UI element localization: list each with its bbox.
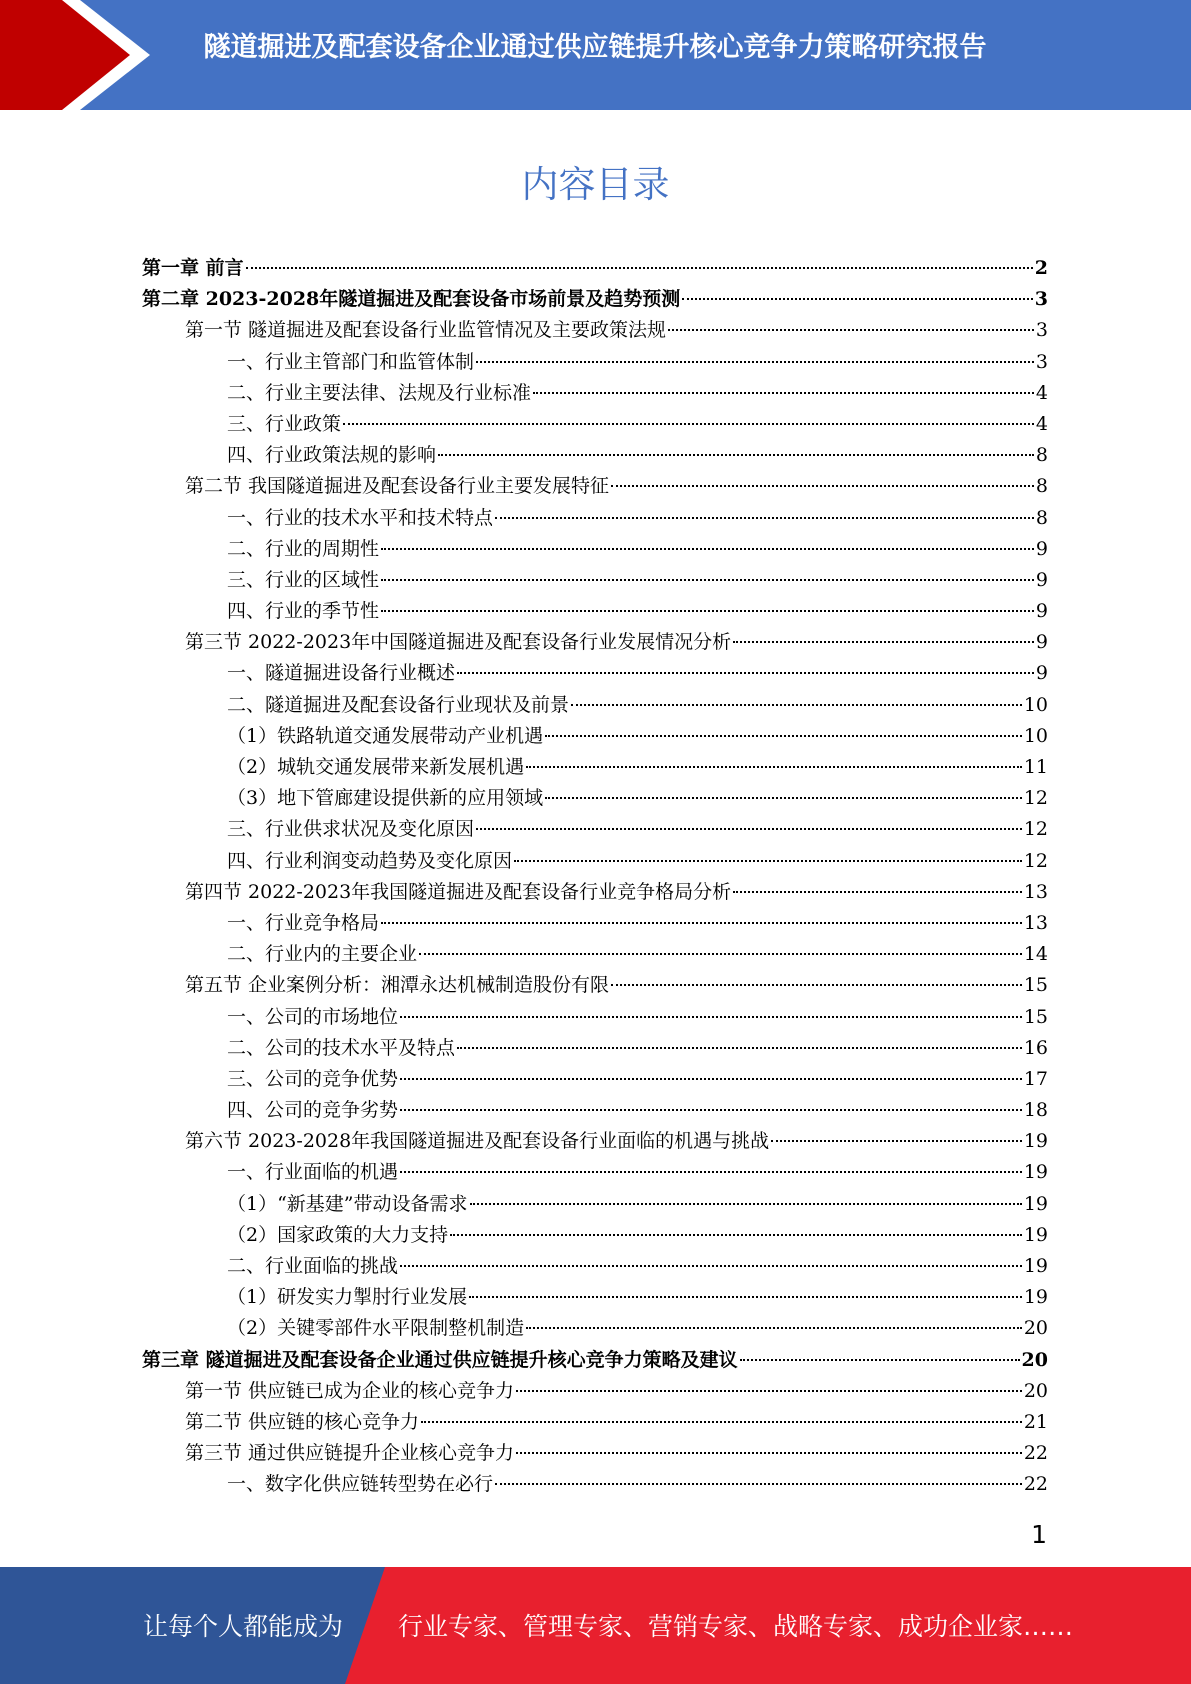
toc-entry-label: 一、行业主管部门和监管体制: [227, 350, 475, 373]
toc-dot-leader: [495, 1483, 1022, 1485]
toc-entry-page: 19: [1023, 1161, 1048, 1184]
toc-entry-page: 9: [1035, 662, 1048, 685]
toc-entry-label: （2）国家政策的大力支持: [227, 1223, 449, 1246]
toc-entry-page: 8: [1035, 506, 1048, 529]
toc-entry-label: 三、行业的区域性: [227, 568, 380, 591]
toc-dot-leader: [476, 828, 1022, 830]
toc-entry[interactable]: [142, 1345, 1048, 1376]
toc-dot-leader: [668, 329, 1034, 331]
report-title: 隧道掘进及配套设备企业通过供应链提升核心竞争力策略研究报告: [203, 32, 987, 63]
toc-entry-page: 9: [1035, 568, 1048, 591]
page-number: 1: [1031, 1520, 1047, 1549]
page-footer: [0, 1567, 1191, 1684]
toc-entry[interactable]: [142, 846, 1048, 877]
toc-entry[interactable]: [142, 565, 1048, 596]
toc-entry-label: 二、行业主要法律、法规及行业标准: [227, 381, 532, 404]
toc-entry-label: （1）铁路轨道交通发展带动产业机遇: [227, 724, 544, 747]
toc-entry-page: 19: [1023, 1192, 1048, 1215]
toc-entry-page: 10: [1023, 724, 1048, 747]
toc-entry[interactable]: [142, 1251, 1048, 1282]
toc-entry-label: 第三节 通过供应链提升企业核心竞争力: [185, 1442, 515, 1465]
toc-entry-label: 第一章 前言: [142, 257, 244, 279]
toc-dot-leader: [611, 984, 1022, 986]
toc-entry[interactable]: [142, 1033, 1048, 1064]
toc-entry[interactable]: [142, 658, 1048, 689]
toc-entry-label: 第四节 2022-2023年我国隧道掘进及配套设备行业竞争格局分析: [185, 880, 732, 903]
toc-entry[interactable]: [142, 627, 1048, 658]
toc-entry-page: 16: [1023, 1036, 1048, 1059]
toc-entry-page: 11: [1023, 756, 1048, 778]
toc-entry-page: 3: [1035, 319, 1048, 342]
toc-entry-label: 二、公司的技术水平及特点: [227, 1036, 456, 1059]
toc-dot-leader: [516, 1390, 1022, 1392]
toc-entry[interactable]: [142, 347, 1048, 378]
toc-dot-leader: [470, 1203, 1022, 1205]
toc-entry-label: 第六节 2023-2028年我国隧道掘进及配套设备行业面临的机遇与挑战: [185, 1130, 770, 1153]
toc-entry-page: 21: [1023, 1410, 1048, 1433]
toc-dot-leader: [526, 766, 1022, 768]
toc-entry[interactable]: [142, 1313, 1048, 1344]
toc-entry-label: 一、数字化供应链转型势在必行: [227, 1473, 494, 1496]
toc-entry-page: 10: [1023, 693, 1048, 716]
toc-dot-leader: [533, 392, 1034, 394]
toc-entry-page: 22: [1023, 1473, 1048, 1496]
toc-dot-leader: [469, 1296, 1022, 1298]
page-header: [0, 0, 1191, 110]
toc-entry-label: 二、行业内的主要企业: [227, 943, 418, 966]
toc-entry[interactable]: [142, 440, 1048, 471]
toc-entry[interactable]: [142, 814, 1048, 845]
toc-entry[interactable]: [142, 1376, 1048, 1407]
toc-entry[interactable]: [142, 503, 1048, 534]
toc-entry-label: 一、行业的技术水平和技术特点: [227, 506, 494, 529]
toc-entry[interactable]: [142, 284, 1048, 315]
toc-entry-label: （3）地下管廊建设提供新的应用领域: [227, 787, 544, 810]
toc-entry-page: 3: [1034, 288, 1048, 311]
toc-entry[interactable]: [142, 1282, 1048, 1313]
toc-dot-leader: [381, 579, 1034, 581]
toc-dot-leader: [400, 1078, 1022, 1080]
toc-entry[interactable]: [142, 534, 1048, 565]
toc-dot-leader: [400, 1171, 1022, 1173]
toc-entry-label: 第五节 企业案例分析：湘潭永达机械制造股份有限: [185, 974, 610, 997]
toc-entry-page: 19: [1023, 1130, 1048, 1153]
toc-dot-leader: [400, 1016, 1022, 1018]
toc-entry-label: 第二节 我国隧道掘进及配套设备行业主要发展特征: [185, 475, 610, 498]
toc-entry[interactable]: [142, 1438, 1048, 1469]
toc-heading: 内容目录: [521, 163, 670, 206]
toc-entry-label: （2）关键零部件水平限制整机制造: [227, 1317, 525, 1340]
toc-entry[interactable]: [142, 783, 1048, 814]
toc-entry-page: 9: [1035, 537, 1048, 560]
footer-slogan-left: 让每个人都能成为: [143, 1612, 344, 1641]
toc-entry-page: 4: [1035, 412, 1048, 435]
toc-dot-leader: [400, 1265, 1022, 1267]
toc-entry-page: 19: [1023, 1255, 1048, 1277]
toc-entry-label: 一、行业面临的机遇: [227, 1161, 399, 1184]
toc-entry-page: 20: [1023, 1317, 1048, 1340]
toc-entry-label: 一、行业竞争格局: [227, 911, 380, 934]
toc-entry-label: 第二节 供应链的核心竞争力: [185, 1410, 420, 1433]
toc-entry-label: 二、行业面临的挑战: [227, 1255, 399, 1277]
toc-entry-page: 18: [1023, 1099, 1048, 1122]
toc-dot-leader: [381, 610, 1034, 612]
toc-entry-label: （1）“新基建”带动设备需求: [227, 1192, 468, 1215]
toc-entry[interactable]: [142, 1469, 1048, 1500]
toc-entry[interactable]: [142, 721, 1048, 752]
toc-entry[interactable]: [142, 1064, 1048, 1095]
toc-entry-label: 第一节 供应链已成为企业的核心竞争力: [185, 1379, 515, 1402]
toc-dot-leader: [457, 672, 1034, 674]
toc-entry[interactable]: [142, 1407, 1048, 1438]
toc-entry[interactable]: [142, 970, 1048, 1001]
toc-entry-page: 3: [1035, 350, 1048, 373]
toc-dot-leader: [733, 891, 1022, 893]
toc-dot-leader: [246, 267, 1033, 269]
toc-entry-label: 二、隧道掘进及配套设备行业现状及前景: [227, 693, 570, 716]
toc-dot-leader: [495, 517, 1034, 519]
toc-entry[interactable]: [142, 471, 1048, 502]
toc-entry-label: 四、公司的竞争劣势: [227, 1099, 399, 1122]
toc-entry-page: 8: [1035, 444, 1048, 467]
toc-entry-page: 9: [1035, 631, 1048, 654]
toc-dot-leader: [771, 1140, 1022, 1142]
toc-dot-leader: [526, 1327, 1022, 1329]
toc-entry-page: 13: [1023, 880, 1048, 903]
toc-dot-leader: [400, 1109, 1022, 1111]
toc-entry[interactable]: [142, 1095, 1048, 1126]
toc-entry[interactable]: [142, 315, 1048, 346]
toc-entry[interactable]: [142, 908, 1048, 939]
toc-entry-label: 三、行业政策: [227, 412, 342, 435]
toc-entry-label: 第一节 隧道掘进及配套设备行业监管情况及主要政策法规: [185, 319, 667, 342]
toc-entry-label: （2）城轨交通发展带来新发展机遇: [227, 756, 525, 778]
footer-slogan-right: 行业专家、管理专家、营销专家、战略专家、成功企业家……: [398, 1612, 1074, 1641]
toc-entry[interactable]: [142, 1220, 1048, 1251]
toc-entry[interactable]: [142, 877, 1048, 908]
toc-dot-leader: [545, 735, 1022, 737]
toc-entry[interactable]: [142, 253, 1048, 284]
toc-entry[interactable]: [142, 752, 1048, 783]
toc-entry-label: 第三章 隧道掘进及配套设备企业通过供应链提升核心竞争力策略及建议: [142, 1348, 738, 1371]
toc-entry-page: 20: [1023, 1379, 1048, 1402]
toc-entry-label: 三、公司的竞争优势: [227, 1067, 399, 1090]
toc-entry-page: 12: [1023, 787, 1048, 810]
header-arrow-decoration: [0, 0, 160, 110]
toc-dot-leader: [457, 1047, 1022, 1049]
toc-entry-page: 22: [1023, 1442, 1048, 1465]
toc-entry-page: 17: [1023, 1067, 1048, 1090]
toc-entry-label: 四、行业利润变动趋势及变化原因: [227, 849, 513, 872]
toc-dot-leader: [516, 1452, 1022, 1454]
toc-dot-leader: [381, 922, 1022, 924]
toc-entry-label: 三、行业供求状况及变化原因: [227, 818, 475, 841]
toc-dot-leader: [419, 953, 1022, 955]
toc-entry[interactable]: [142, 1126, 1048, 1157]
toc-dot-leader: [514, 860, 1022, 862]
toc-dot-leader: [740, 1359, 1020, 1361]
toc-entry[interactable]: [142, 596, 1048, 627]
toc-entry-label: （1）研发实力掣肘行业发展: [227, 1286, 468, 1309]
toc-entry-page: 13: [1023, 911, 1048, 934]
table-of-contents: [142, 253, 1048, 1501]
toc-entry-page: 2: [1034, 257, 1048, 279]
toc-entry-label: 四、行业政策法规的影响: [227, 444, 437, 467]
toc-entry-page: 20: [1021, 1348, 1048, 1371]
toc-entry-page: 4: [1035, 381, 1048, 404]
toc-entry-page: 8: [1035, 475, 1048, 498]
toc-entry[interactable]: [142, 690, 1048, 721]
toc-dot-leader: [682, 298, 1033, 300]
toc-entry[interactable]: [142, 1189, 1048, 1220]
toc-dot-leader: [545, 797, 1022, 799]
toc-entry-page: 19: [1023, 1223, 1048, 1246]
toc-dot-leader: [611, 485, 1034, 487]
toc-dot-leader: [571, 704, 1022, 706]
toc-dot-leader: [450, 1234, 1022, 1236]
toc-dot-leader: [438, 454, 1034, 456]
toc-entry-label: 二、行业的周期性: [227, 537, 380, 560]
toc-entry-page: 15: [1023, 1005, 1048, 1028]
toc-entry-label: 一、公司的市场地位: [227, 1005, 399, 1028]
toc-dot-leader: [421, 1421, 1022, 1423]
toc-entry[interactable]: [142, 939, 1048, 970]
toc-dot-leader: [381, 548, 1034, 550]
toc-entry-page: 9: [1035, 600, 1048, 623]
toc-entry-label: 第二章 2023-2028年隧道掘进及配套设备市场前景及趋势预测: [142, 288, 681, 311]
toc-entry-label: 第三节 2022-2023年中国隧道掘进及配套设备行业发展情况分析: [185, 631, 732, 654]
toc-entry-label: 四、行业的季节性: [227, 600, 380, 623]
toc-entry[interactable]: [142, 409, 1048, 440]
toc-entry-page: 12: [1023, 849, 1048, 872]
toc-entry-page: 19: [1023, 1286, 1048, 1309]
toc-dot-leader: [343, 423, 1034, 425]
toc-entry-page: 15: [1023, 974, 1048, 997]
toc-entry[interactable]: [142, 1157, 1048, 1188]
toc-entry-label: 一、隧道掘进设备行业概述: [227, 662, 456, 685]
toc-entry[interactable]: [142, 378, 1048, 409]
toc-dot-leader: [733, 641, 1034, 643]
toc-entry-page: 12: [1023, 818, 1048, 841]
toc-dot-leader: [476, 361, 1034, 363]
toc-entry-page: 14: [1023, 943, 1048, 966]
toc-entry[interactable]: [142, 1002, 1048, 1033]
